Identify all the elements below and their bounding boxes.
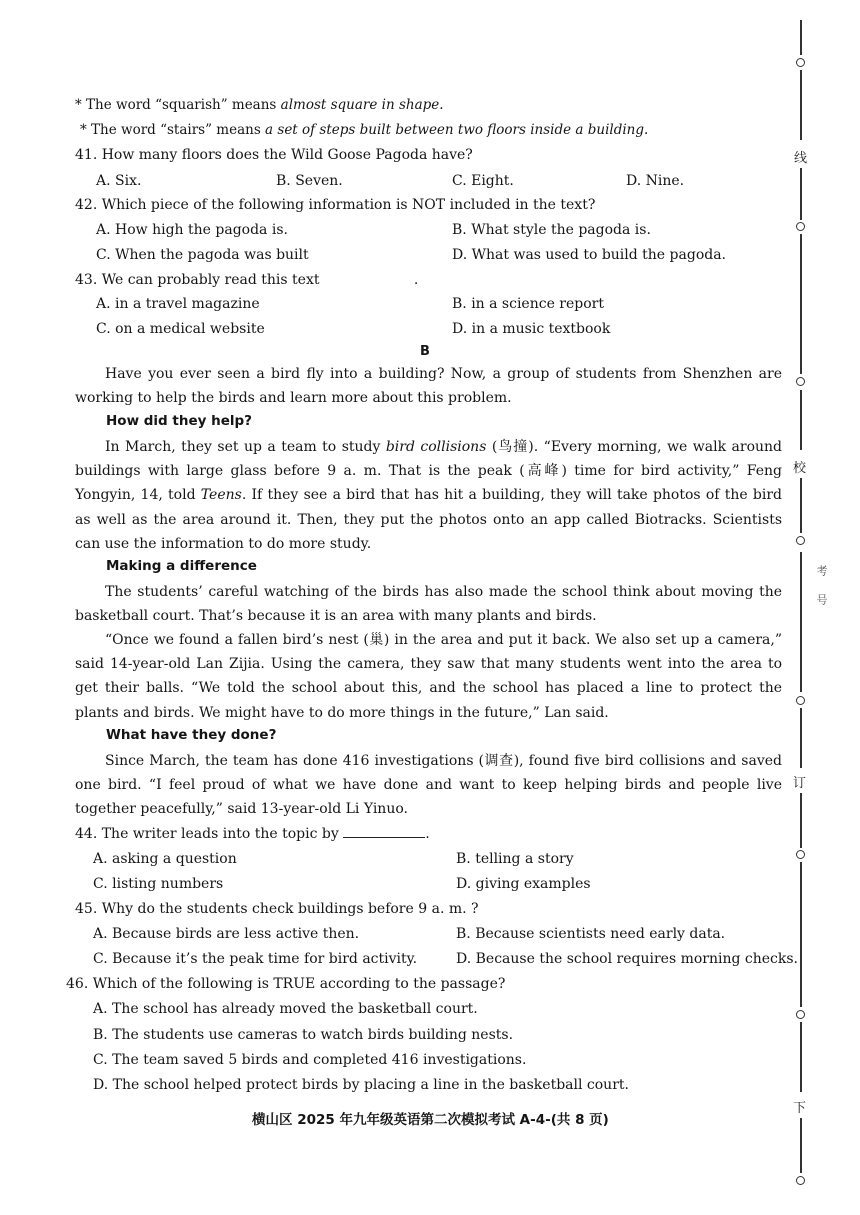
q43-option-b[interactable]: B. in a science report [452,296,604,312]
q46-option-b[interactable]: B. The students use cameras to watch birds building nests. [93,1027,514,1043]
q41-option-d[interactable]: D. Nine. [626,173,685,189]
paragraph-2: The students’ careful watching of the birds has also made the school think about moving the basketball court. That’s because it is an area with many plants and birds. [75,584,782,625]
q42-option-b[interactable]: B. What style the pagoda is. [452,222,651,238]
binding-hole [796,696,805,705]
binding-hole [796,377,805,386]
margin-rule [800,168,802,220]
intro-paragraph: Have you ever seen a bird fly into a building? Now, a group of students from Shenzhen are working to help the birds and learn more about this problem. [75,366,782,407]
q46-option-d[interactable]: D. The school helped protect birds by placing a line in the basketball court. [93,1077,629,1093]
binding-hole [796,58,805,67]
subheading-what-have-they-done: What have they done? [106,727,277,743]
question-44-stem: 44. The writer leads into the topic by . [75,826,430,842]
q46-option-a[interactable]: A. The school has already moved the basketball court. [93,1001,478,1017]
page-footer: 横山区 2025 年九年级英语第二次模拟考试 A-4-(共 8 页) [252,1112,609,1128]
margin-rule [800,20,802,55]
footnote-squarish: * The word “squarish” means almost square in shape. [75,97,444,113]
question-45-stem: 45. Why do the students check buildings before 9 a. m. ? [75,901,479,917]
q42-option-a[interactable]: A. How high the pagoda is. [96,222,288,238]
q45-option-d[interactable]: D. Because the school requires morning checks. [456,951,798,967]
margin-rule [800,70,802,140]
binding-hole [796,536,805,545]
section-label: B [420,344,430,359]
margin-rule [800,1022,802,1092]
q41-option-c[interactable]: C. Eight. [452,173,514,189]
q41-option-a[interactable]: A. Six. [96,173,142,189]
question-41-stem: 41. How many floors does the Wild Goose Pagoda have? [75,147,473,163]
q42-option-d[interactable]: D. What was used to build the pagoda. [452,247,727,263]
margin-rule [800,793,802,848]
margin-rule [800,552,802,692]
margin-rule [800,862,802,1007]
answer-blank[interactable] [343,825,425,838]
margin-char-kaohao: 考号 [815,565,828,623]
q43-option-a[interactable]: A. in a travel magazine [96,296,260,312]
binding-hole [796,850,805,859]
q44-option-d[interactable]: D. giving examples [456,876,591,892]
margin-char-xia: 下 [793,1101,807,1116]
q41-option-b[interactable]: B. Seven. [276,173,343,189]
q42-option-c[interactable]: C. When the pagoda was built [96,247,309,263]
binding-hole [796,1010,805,1019]
question-42-stem: 42. Which piece of the following information is NOT included in the text? [75,197,596,213]
q45-option-c[interactable]: C. Because it’s the peak time for bird activity. [93,951,418,967]
q43-option-d[interactable]: D. in a music textbook [452,321,611,337]
margin-rule [800,478,802,533]
q44-option-a[interactable]: A. asking a question [93,851,237,867]
paragraph-4: Since March, the team has done 416 investigations (调查), found five bird collisions and saved one bird. “I feel proud of what we have done and want to keep helping birds and people live together peacefully,” said 13-year-old Li Yinuo. [75,753,782,818]
binding-hole [796,222,805,231]
question-43-stem: 43. We can probably read this text . [75,272,419,288]
answer-blank[interactable] [324,272,414,284]
paragraph-3: “Once we found a fallen bird’s nest (巢) in the area and put it back. We also set up a camera,” said 14-year-old Lan Zijia. Using the camera, they saw that many students went into the area to get their balls. “We told the school about this, and the school has placed a line to protect the plants and birds. We might have to do more things in the future,” Lan said. [75,632,782,721]
q44-option-b[interactable]: B. telling a story [456,851,574,867]
subheading-how-did-they-help: How did they help? [106,413,253,429]
margin-char-school: 校 [793,461,807,476]
paragraph-1: In March, they set up a team to study bird collisions (鸟撞). “Every morning, we walk around buildings with large glass before 9 a. m. That is the peak (高峰) time for bird activity,” Feng Yongyin, 14, told Teens. If they see a bird that has hit a building, they will take photos of the bird as well as the area around it. Then, they put the photos onto an app called Biotracks. Scientists can use the information to do more study. [75,439,782,552]
margin-char-ding: 订 [793,776,807,791]
binding-hole [796,1176,805,1185]
margin-rule [800,1118,802,1173]
q43-option-c[interactable]: C. on a medical website [96,321,265,337]
footnote-stairs: * The word “stairs” means a set of steps built between two floors inside a building. [80,122,649,138]
question-46-stem: 46. Which of the following is TRUE according to the passage? [66,976,506,992]
q45-option-b[interactable]: B. Because scientists need early data. [456,926,726,942]
q45-option-a[interactable]: A. Because birds are less active then. [93,926,360,942]
subheading-making-a-difference: Making a difference [106,558,257,574]
q46-option-c[interactable]: C. The team saved 5 birds and completed 416 investigations. [93,1052,527,1068]
margin-rule [800,708,802,768]
margin-rule [800,390,802,450]
q44-option-c[interactable]: C. listing numbers [93,876,224,892]
margin-char-line: 线 [794,151,808,166]
margin-rule [800,234,802,374]
